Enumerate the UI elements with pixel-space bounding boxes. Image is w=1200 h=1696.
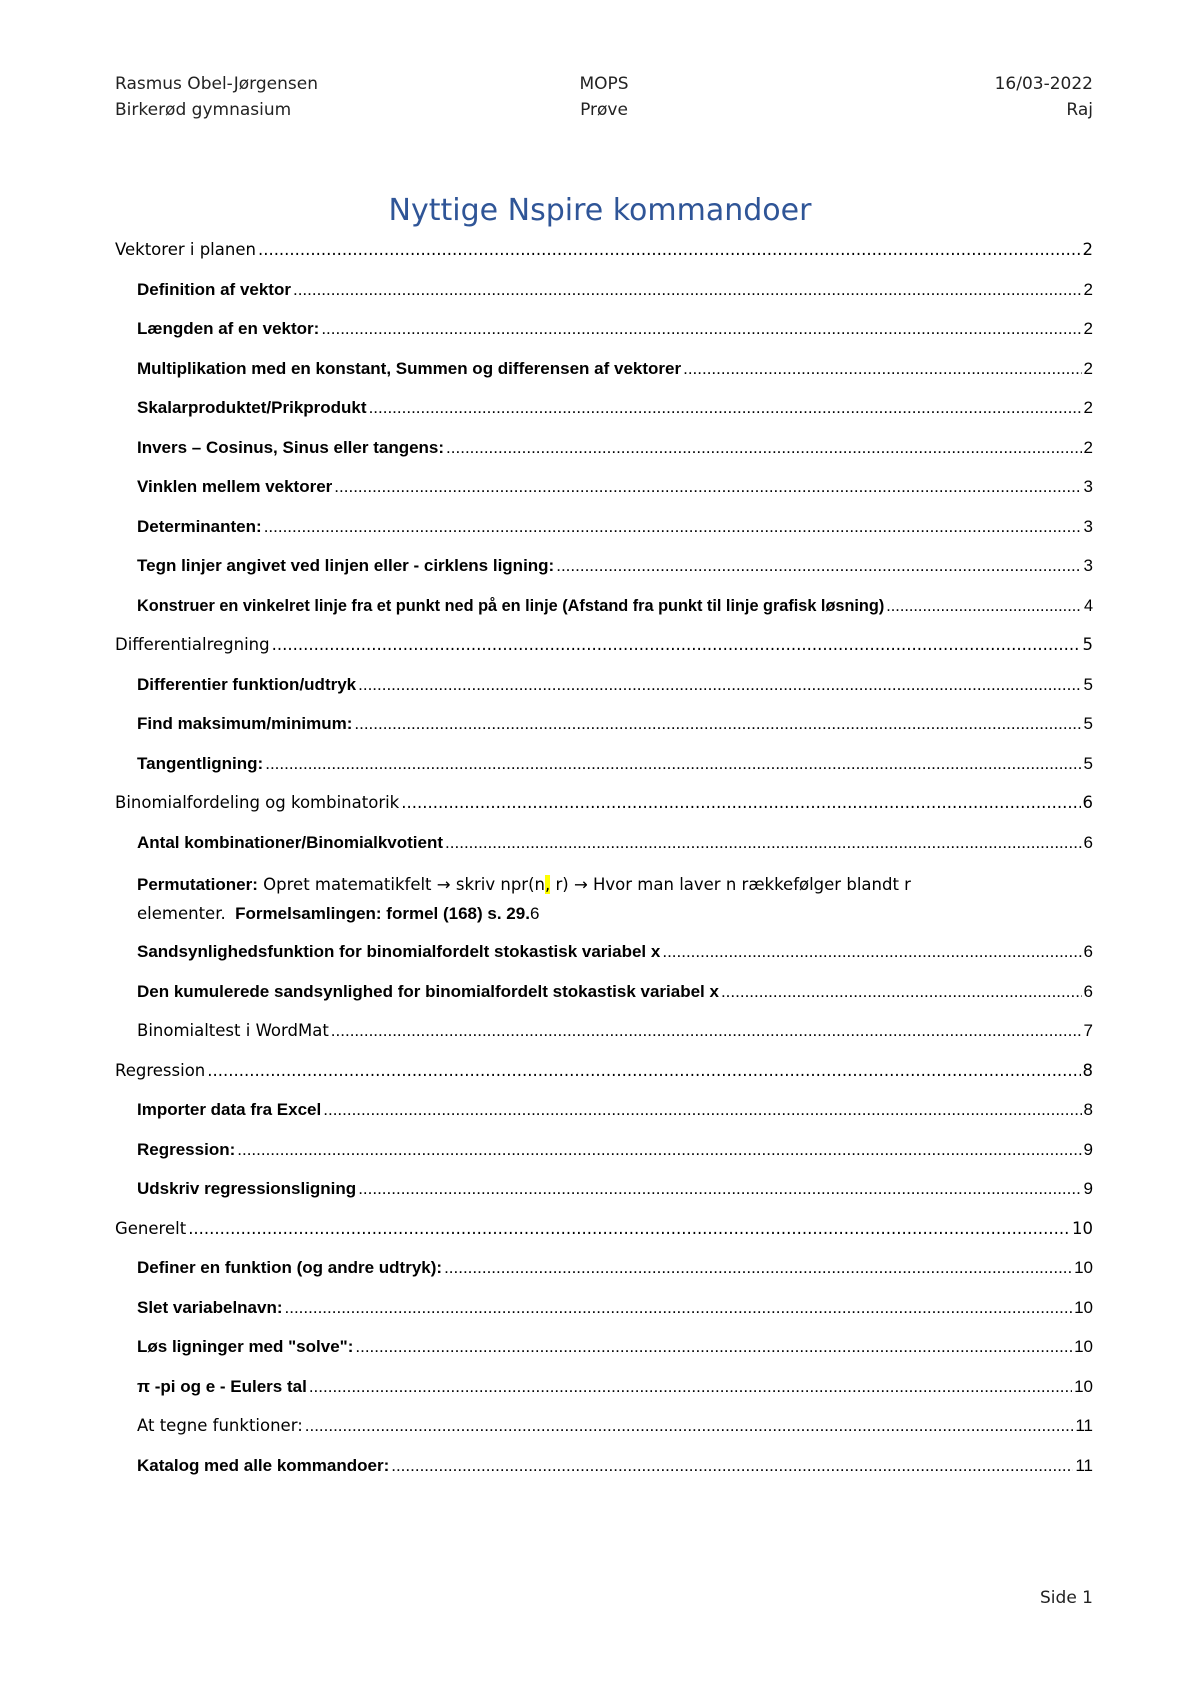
toc-entry[interactable] bbox=[115, 831, 1093, 871]
toc-page: 7 bbox=[1083, 1021, 1093, 1040]
toc-label: Længden af en vektor: bbox=[137, 319, 320, 338]
toc-label: Find maksimum/minimum: bbox=[137, 714, 353, 733]
toc-entry[interactable] bbox=[115, 673, 1093, 713]
toc-page: 2 bbox=[1083, 279, 1093, 299]
toc-leader bbox=[188, 1217, 1070, 1241]
toc-label: Tangentligning: bbox=[137, 753, 264, 773]
toc-entry[interactable] bbox=[115, 940, 1093, 980]
toc-page: 10 bbox=[1074, 1258, 1093, 1277]
toc-entry[interactable] bbox=[115, 633, 1093, 673]
toc-entry[interactable] bbox=[115, 1177, 1093, 1217]
toc-page: 6 bbox=[1082, 793, 1093, 812]
course-name: MOPS bbox=[579, 74, 629, 94]
toc-label: Skalarproduktet/Prikprodukt bbox=[137, 398, 367, 417]
toc-leader bbox=[207, 1059, 1080, 1083]
toc-page: 2 bbox=[1083, 319, 1093, 338]
toc-leader bbox=[309, 1375, 1072, 1399]
toc-label-text: Opret matematikfelt → skriv npr(n bbox=[257, 875, 545, 894]
toc-entry[interactable] bbox=[115, 1375, 1093, 1415]
toc-leader bbox=[305, 1414, 1074, 1438]
toc-page: 10 bbox=[1072, 1218, 1093, 1238]
toc-label: Differentialregning bbox=[115, 635, 270, 654]
toc-leader bbox=[237, 1138, 1081, 1162]
toc-page: 2 bbox=[1083, 437, 1093, 457]
toc-label: Slet variabelnavn: bbox=[137, 1297, 283, 1317]
toc-entry[interactable] bbox=[115, 1414, 1093, 1454]
toc-label: Katalog med alle kommandoer: bbox=[137, 1455, 390, 1475]
document-date: 16/03-2022 bbox=[994, 74, 1093, 94]
toc-leader bbox=[358, 1177, 1081, 1201]
toc-leader bbox=[331, 1019, 1082, 1043]
toc-entry[interactable] bbox=[115, 752, 1093, 792]
toc-label: Konstruer en vinkelret linje fra et punkt ned på en linje (Afstand fra punkt til linje grafisk løsning) bbox=[137, 596, 885, 615]
initials: Raj bbox=[1066, 100, 1093, 120]
toc-entry[interactable] bbox=[115, 1019, 1093, 1059]
toc-label: Regression: bbox=[137, 1139, 236, 1159]
toc-entry[interactable] bbox=[115, 1335, 1093, 1375]
toc-leader bbox=[886, 594, 1082, 618]
toc-entry[interactable] bbox=[115, 1296, 1093, 1336]
author-name: Rasmus Obel-Jørgensen bbox=[115, 74, 318, 94]
toc-label: Multiplikation med en konstant, Summen og differensen af vektorer bbox=[137, 358, 682, 378]
toc-leader bbox=[258, 238, 1081, 262]
toc-page: 5 bbox=[1083, 714, 1093, 733]
toc-leader bbox=[354, 712, 1081, 736]
toc-leader bbox=[265, 752, 1081, 776]
toc-entry[interactable] bbox=[115, 980, 1093, 1020]
toc-page: 2 bbox=[1083, 358, 1093, 378]
toc-leader bbox=[355, 1335, 1072, 1359]
toc-label: Udskriv regressionsligning bbox=[137, 1179, 357, 1198]
toc-entry[interactable] bbox=[115, 791, 1093, 831]
toc-entry[interactable] bbox=[115, 396, 1093, 436]
toc-label: Sandsynlighedsfunktion for binomialfordelt stokastisk variabel x bbox=[137, 942, 661, 961]
toc-entry[interactable] bbox=[115, 1098, 1093, 1138]
toc-page: 9 bbox=[1083, 1139, 1093, 1159]
toc-leader bbox=[334, 475, 1081, 499]
highlighted-comma: , bbox=[544, 875, 551, 894]
toc-label: Definer en funktion (og andre udtryk): bbox=[137, 1258, 443, 1277]
toc-page: 4 bbox=[1083, 596, 1093, 615]
toc-entry[interactable] bbox=[115, 278, 1093, 318]
toc-page: 5 bbox=[1083, 753, 1093, 773]
table-of-contents bbox=[115, 238, 1093, 1493]
toc-leader bbox=[321, 317, 1081, 341]
toc-label: Antal kombinationer/Binomialkvotient bbox=[137, 832, 444, 852]
page-header bbox=[115, 74, 1093, 126]
toc-page: 6 bbox=[1083, 832, 1093, 852]
toc-label: Løs ligninger med "solve": bbox=[137, 1337, 354, 1356]
toc-entry[interactable] bbox=[115, 475, 1093, 515]
toc-label-bold: Formelsamlingen: formel (168) s. 29. bbox=[225, 904, 530, 923]
toc-leader bbox=[272, 633, 1081, 657]
toc-page: 5 bbox=[1083, 674, 1093, 694]
toc-leader bbox=[285, 1296, 1073, 1320]
toc-leader bbox=[662, 940, 1081, 964]
toc-entry[interactable] bbox=[115, 1059, 1093, 1099]
toc-label: Invers – Cosinus, Sinus eller tangens: bbox=[137, 437, 445, 457]
toc-label: Differentier funktion/udtryk bbox=[137, 674, 357, 694]
toc-page: 6 bbox=[1083, 981, 1093, 1001]
school-name: Birkerød gymnasium bbox=[115, 100, 292, 120]
toc-label: At tegne funktioner: bbox=[137, 1416, 303, 1435]
toc-leader bbox=[556, 554, 1081, 578]
toc-entry[interactable] bbox=[115, 1138, 1093, 1178]
toc-leader bbox=[323, 1098, 1081, 1122]
document-type: Prøve bbox=[580, 100, 628, 120]
toc-label: Generelt bbox=[115, 1218, 187, 1238]
toc-entry[interactable] bbox=[115, 1454, 1093, 1494]
toc-page: 2 bbox=[1082, 240, 1093, 259]
toc-label: Importer data fra Excel bbox=[137, 1100, 322, 1119]
toc-leader bbox=[444, 1256, 1072, 1280]
toc-label-text: r) → Hvor man laver n rækkefølger blandt r bbox=[550, 875, 911, 894]
toc-leader bbox=[264, 515, 1082, 539]
toc-entry[interactable] bbox=[115, 712, 1093, 752]
toc-page: 6 bbox=[1083, 942, 1093, 961]
toc-page: 11 bbox=[1075, 1455, 1093, 1475]
toc-label: Binomialfordeling og kombinatorik bbox=[115, 793, 400, 812]
toc-entry[interactable] bbox=[115, 1256, 1093, 1296]
toc-label: Den kumulerede sandsynlighed for binomialfordelt stokastisk variabel x bbox=[137, 981, 719, 1001]
toc-leader bbox=[683, 357, 1081, 381]
toc-leader bbox=[391, 1454, 1073, 1478]
toc-label: Tegn linjer angivet ved linjen eller - cirklens ligning: bbox=[137, 556, 555, 575]
toc-entry[interactable] bbox=[115, 1217, 1093, 1257]
toc-page: 6 bbox=[529, 904, 540, 923]
toc-entry[interactable] bbox=[115, 515, 1093, 555]
toc-entry-permutations[interactable] bbox=[115, 870, 1093, 940]
toc-page: 10 bbox=[1074, 1376, 1093, 1396]
toc-label-bold: Permutationer: bbox=[137, 875, 258, 894]
toc-label-text: elementer. bbox=[137, 904, 226, 923]
toc-label: Regression bbox=[115, 1060, 206, 1080]
toc-leader bbox=[358, 673, 1081, 697]
toc-page: 10 bbox=[1074, 1337, 1093, 1356]
document-title: Nyttige Nspire kommandoer bbox=[388, 193, 812, 228]
toc-page: 3 bbox=[1083, 516, 1093, 536]
toc-entry[interactable] bbox=[115, 317, 1093, 357]
toc-page: 11 bbox=[1075, 1416, 1093, 1435]
toc-entry[interactable] bbox=[115, 238, 1093, 278]
toc-page: 3 bbox=[1083, 477, 1093, 496]
toc-leader bbox=[445, 831, 1081, 855]
toc-page: 8 bbox=[1083, 1100, 1093, 1119]
toc-page: 3 bbox=[1083, 556, 1093, 575]
toc-label: Determinanten: bbox=[137, 516, 262, 536]
toc-entry[interactable] bbox=[115, 554, 1093, 594]
toc-page: 2 bbox=[1083, 398, 1093, 417]
toc-label: Vektorer i planen bbox=[115, 240, 256, 259]
toc-leader bbox=[401, 791, 1080, 815]
toc-label: Binomialtest i WordMat bbox=[137, 1021, 329, 1040]
toc-entry[interactable] bbox=[115, 436, 1093, 476]
toc-entry[interactable] bbox=[115, 594, 1093, 634]
toc-label: Definition af vektor bbox=[137, 279, 291, 299]
toc-page: 9 bbox=[1083, 1179, 1093, 1198]
page-number: Side 1 bbox=[1040, 1588, 1093, 1608]
toc-label: Vinklen mellem vektorer bbox=[137, 477, 333, 496]
toc-leader bbox=[721, 980, 1082, 1004]
toc-entry[interactable] bbox=[115, 357, 1093, 397]
toc-leader bbox=[293, 278, 1082, 302]
toc-leader bbox=[446, 436, 1081, 460]
toc-label: π -pi og e - Eulers tal bbox=[137, 1376, 307, 1396]
toc-leader bbox=[369, 396, 1082, 420]
toc-page: 8 bbox=[1082, 1060, 1093, 1080]
toc-page: 5 bbox=[1082, 635, 1093, 654]
toc-page: 10 bbox=[1074, 1297, 1093, 1317]
